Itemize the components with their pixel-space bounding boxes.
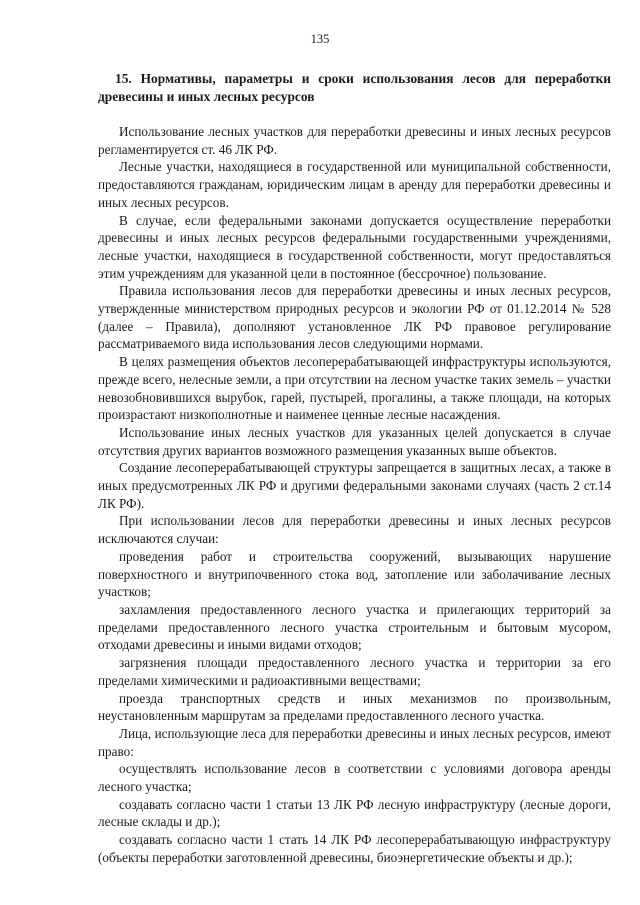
list-item: осуществлять использование лесов в соответствии с условиями договора аренды лесного участка; [98, 761, 611, 795]
paragraph: При использовании лесов для переработки древесины и иных лесных ресурсов исключаются случаи: [98, 513, 611, 547]
page-content [98, 70, 611, 867]
paragraph: Лица, использующие леса для переработки древесины и иных лесных ресурсов, имеют право: [98, 725, 611, 759]
paragraph: Использование лесных участков для переработки древесины и иных лесных ресурсов регламентируется ст. 46 ЛК РФ. [98, 124, 611, 157]
list-item: загрязнения площади предоставленного лесного участка и территории за его пределами химическими и радиоактивными веществами; [98, 655, 611, 688]
page-number: 135 [310, 32, 330, 46]
list-item: проведения работ и строительства сооружений, вызывающих нарушение поверхностного и внутрипочвенного стока вод, затопление или заболачивание лесных участков; [98, 548, 611, 600]
paragraph: Лесные участки, находящиеся в государственной или муниципальной собственности, предоставляются гражданам, юридическим лицам в аренду для переработки древесины и иных лесных ресурсов. [98, 159, 611, 210]
paragraph: В целях размещения объектов лесоперерабатывающей инфраструктуры используются, прежде всего, нелесные земли, а при отсутствии на лесном участке таких земель – участки невозобновившихся вырубок, гарей, пустырей, прогалины, а также площади, на которых произрастают низкополнотные и наименее ценные лесные насаждения. [98, 354, 611, 423]
section-heading: 15. Нормативы, параметры и сроки использования лесов для переработки древесины и иных лесных ресурсов [98, 71, 611, 104]
paragraph: Создание лесоперерабатывающей структуры запрещается в защитных лесах, а также в иных предусмотренных ЛК РФ и другими федеральными законами случаях (часть 2 ст.14 ЛК РФ). [98, 460, 611, 511]
paragraph: Использование иных лесных участков для указанных целей допускается в случае отсутствия других вариантов возможного размещения указанных выше объектов. [98, 424, 611, 458]
list-item: создавать согласно части 1 стать 14 ЛК РФ лесоперерабатывающую инфраструктуру (объекты переработки заготовленной древесины, биоэнергетические объекты и др.); [98, 832, 611, 865]
paragraph: В случае, если федеральными законами допускается осуществление переработки древесины и иных лесных ресурсов федеральными государственными учреждениями, лесные участки, находящиеся в государственной собственности, могут предоставляться этим учреждениям для указанной цели в постоянное (бессрочное) пользование. [98, 212, 611, 281]
list-item: захламления предоставленного лесного участка и прилегающих территорий за пределами предоставленного лесного участка строительным и бытовым мусором, отходами древесины и иными видами отходов; [98, 601, 611, 653]
list-item: создавать согласно части 1 статьи 13 ЛК РФ лесную инфраструктуру (лесные дороги, лесные склады и др.); [98, 796, 611, 830]
paragraph: Правила использования лесов для переработки древесины и иных лесных ресурсов, утвержденные министерством природных ресурсов и экологии РФ от 01.12.2014 № 528 (далее – Правила), дополняют установленное ЛК РФ правовое регулирование рассматриваемого вида использования лесов следующими нормами. [98, 283, 611, 352]
list-item: проезда транспортных средств и иных механизмов по произвольным, неустановленным маршрутам за пределами предоставленного лесного участка. [98, 690, 611, 724]
